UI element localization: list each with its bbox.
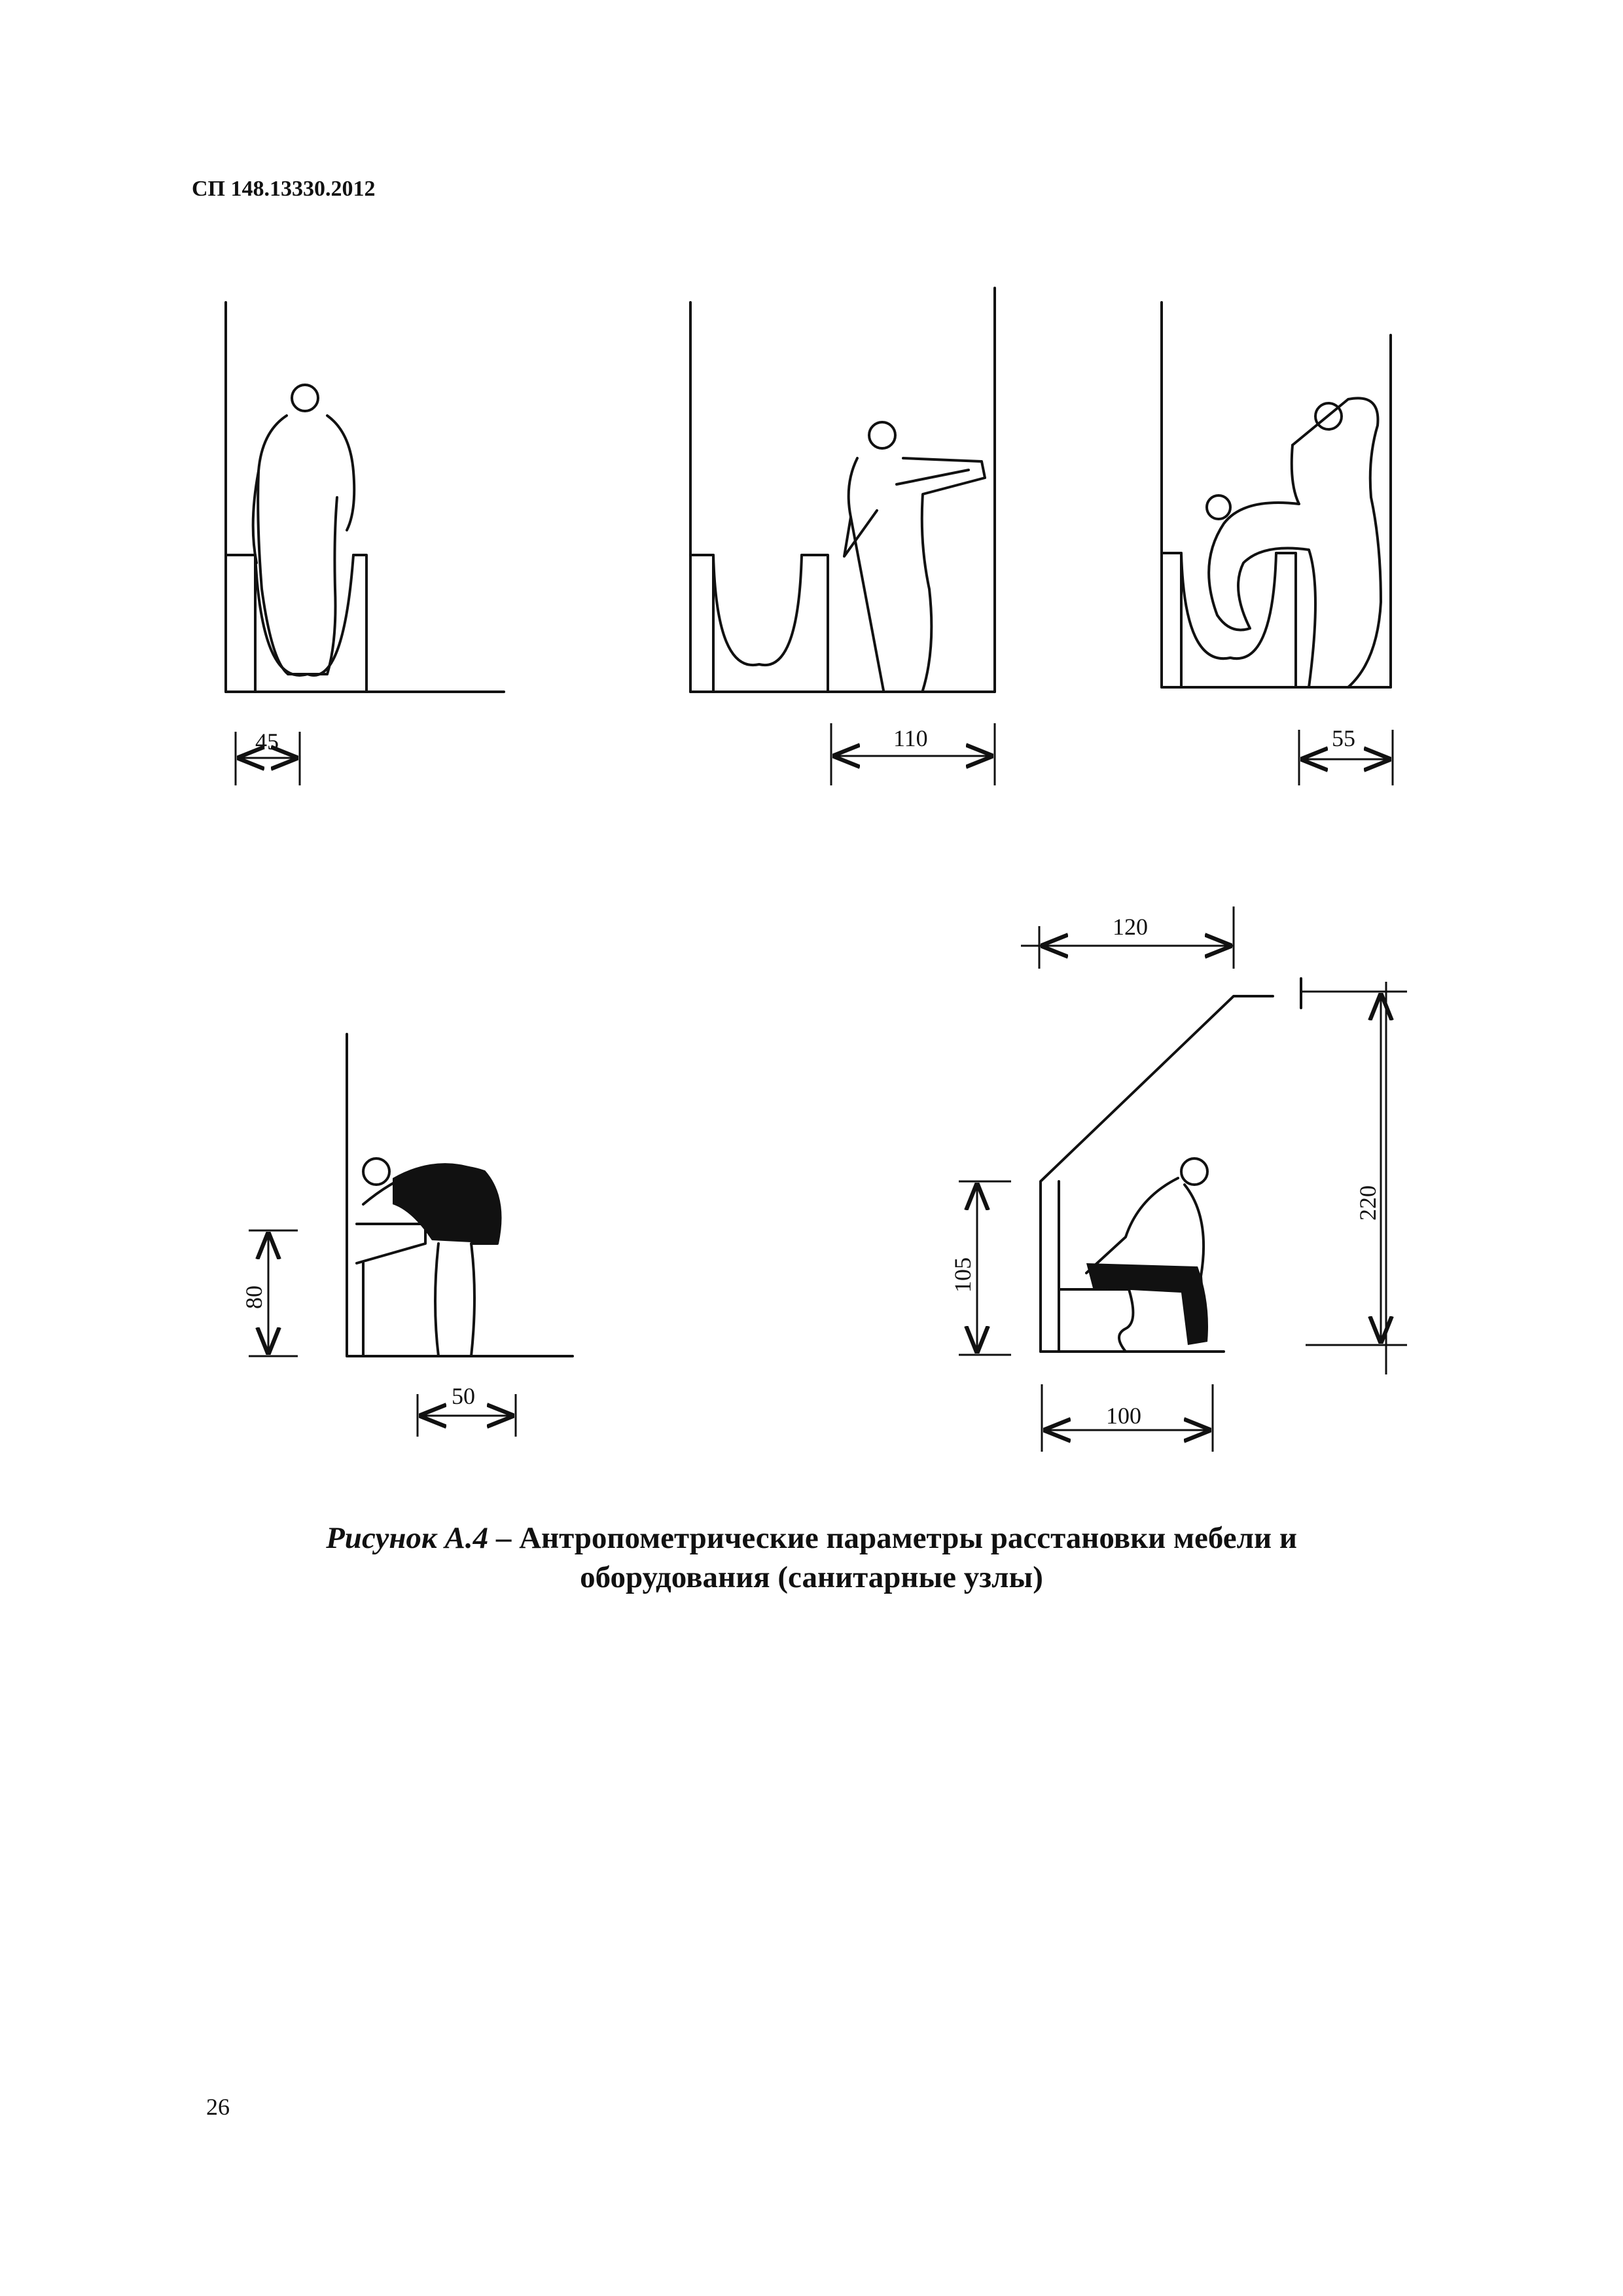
dim-toilet-room-height-label: 220 [1355,1185,1381,1221]
caption-line-1 [0,1518,1623,1558]
panel-toilet [1041,978,1301,1352]
figure-caption [0,1518,1623,1597]
caption-line-2: оборудования (санитарные узлы) [580,1560,1043,1594]
washbasin-torso-fill [393,1163,501,1244]
dim-toilet-room-height [1301,982,1407,1374]
page-number: 26 [206,2094,230,2120]
document-code: СП 148.13330.2012 [192,177,376,201]
panel-bath-stepping [1162,302,1391,687]
dim-bath-reach-label: 110 [893,725,928,751]
figure-number: Рисунок А.4 [326,1521,489,1555]
dim-toilet-depth-label: 100 [1106,1403,1141,1429]
dim-washbasin-depth-label: 50 [452,1383,475,1409]
caption-separator: – [488,1521,520,1555]
dim-bath-step-label: 55 [1332,725,1355,751]
dim-washbasin-height-label: 80 [241,1285,267,1309]
panel-bath-standing [226,302,504,692]
panel-bath-reaching [690,288,995,692]
toilet-legs-fill [1086,1263,1208,1345]
dim-toilet-top-label: 120 [1113,914,1148,940]
caption-text-1: Антропометрические параметры расстановки мебели и [519,1521,1297,1555]
dim-toilet-wall-height-label: 105 [950,1257,976,1293]
dim-bath-front-label: 45 [255,728,279,755]
